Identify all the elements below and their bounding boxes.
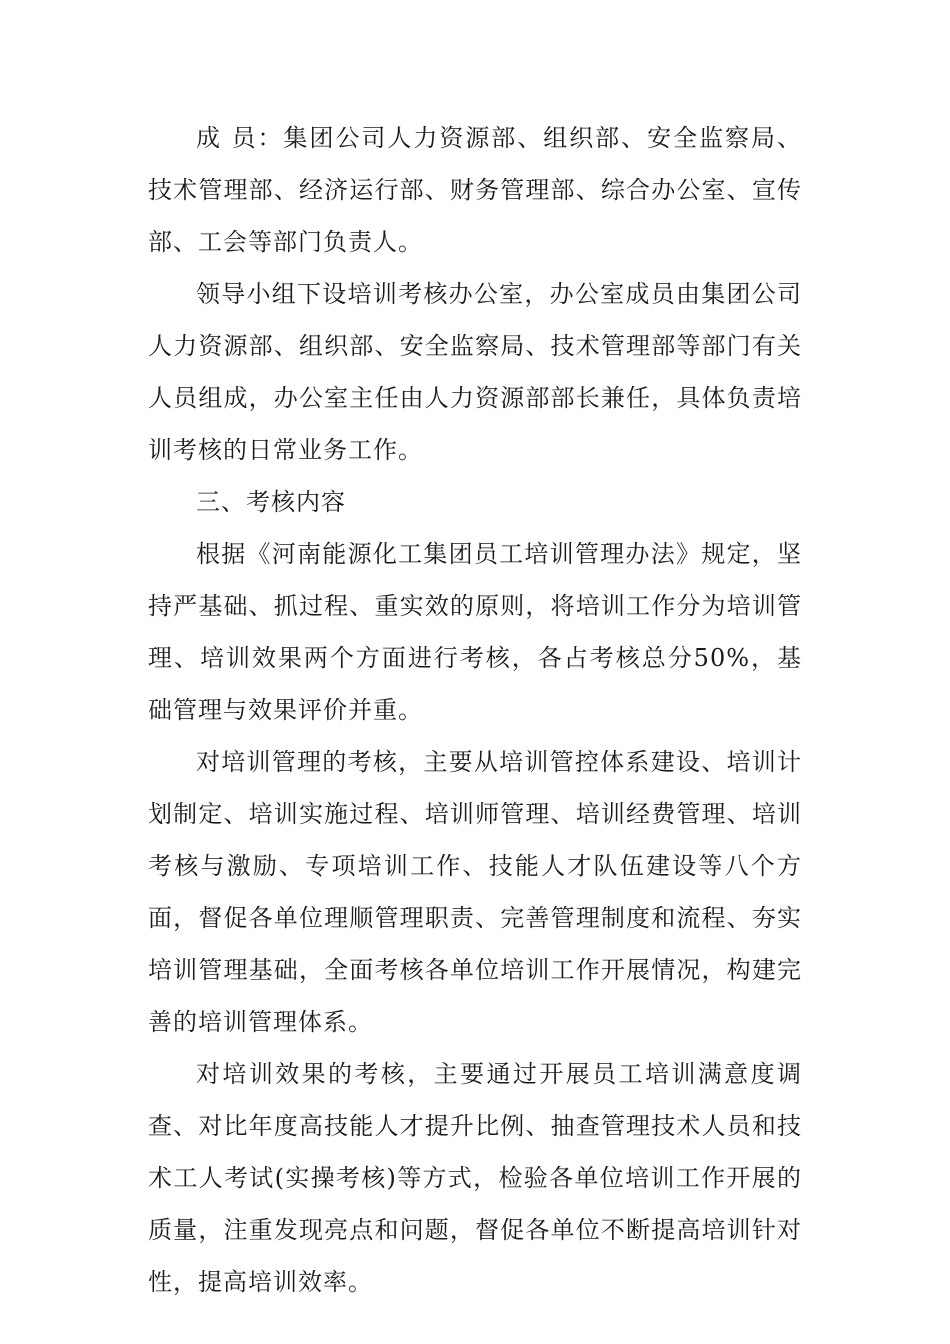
paragraph-effect-assessment: 对培训效果的考核，主要通过开展员工培训满意度调查、对比年度高技能人才提升比例、抽查管理技术人员和技术工人考试(实操考核)等方式，检验各单位培训工作开展的质量，注重发现亮点和问题，督促各单位不断提高培训针对性，提高培训效率。 xyxy=(148,1060,802,1296)
paragraph-office: 领导小组下设培训考核办公室，办公室成员由集团公司人力资源部、组织部、安全监察局、技术管理部等部门有关人员组成，办公室主任由人力资源部部长兼任，具体负责培训考核的日常业务工作。 xyxy=(148,280,802,464)
paragraph-members: 成 员：集团公司人力资源部、组织部、安全监察局、技术管理部、经济运行部、财务管理部、综合办公室、宣传部、工会等部门负责人。 xyxy=(148,124,802,256)
paragraph-basis: 根据《河南能源化工集团员工培训管理办法》规定，坚持严基础、抓过程、重实效的原则，将培训工作分为培训管理、培训效果两个方面进行考核，各占考核总分50%，基础管理与效果评价并重。 xyxy=(148,540,802,724)
document-body xyxy=(148,112,802,1308)
section-heading-assessment-content: 三、考核内容 xyxy=(196,488,346,516)
paragraph-management-assessment: 对培训管理的考核，主要从培训管控体系建设、培训计划制定、培训实施过程、培训师管理、培训经费管理、培训考核与激励、专项培训工作、技能人才队伍建设等八个方面，督促各单位理顺管理职责、完善管理制度和流程、夯实培训管理基础，全面考核各单位培训工作开展情况，构建完善的培训管理体系。 xyxy=(148,748,802,1036)
